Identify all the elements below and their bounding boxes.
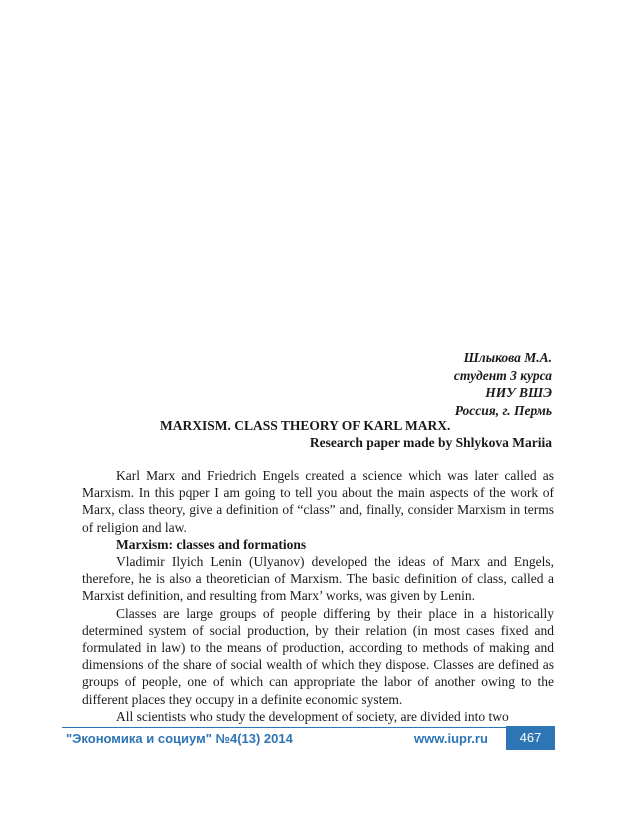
paragraph-intro: Karl Marx and Friedrich Engels created a science which was later called as Marxism. In this pqper I am going to tell you about the main aspects of the work of Marx, class theory, give a definition of “class” and, finally, consider Marxism in terms of religion and law. <box>82 468 554 535</box>
footer-website-link[interactable]: www.iupr.ru <box>414 731 488 746</box>
footer-journal-name: "Экономика и социум" №4(13) 2014 <box>66 731 293 746</box>
author-university: НИУ ВШЭ <box>485 385 552 400</box>
paragraph-lenin: Vladimir Ilyich Lenin (Ulyanov) developed the ideas of Marx and Engels, therefore, he is also a theoretician of Marxism. The basic definition of class, called a Marxist definition, and resulting from Marx’ works, was given by Lenin. <box>82 554 554 604</box>
article-title: MARXISM. CLASS THEORY OF KARL MARX. <box>160 418 451 433</box>
author-name: Шлыкова М.А. <box>463 350 552 365</box>
paragraph-classes: Classes are large groups of people differing by their place in a historically determined system of social production, by their relation (in most cases fixed and formulated in law) to the means of production, according to methods of making and dimensions of the share of social wealth of which they dispose. Classes are defined as groups of people, one of which can appropriate the labor of another owing to the different places they occupy in a definite economic system. <box>82 605 554 707</box>
article-subtitle: Research paper made by Shlykova Mariia <box>309 435 552 450</box>
footer-divider <box>62 727 554 728</box>
page-number-badge: 467 <box>506 726 555 750</box>
author-block <box>454 349 552 419</box>
author-location: Россия, г. Пермь <box>454 402 552 418</box>
section-heading: Marxism: classes and formations <box>116 536 307 552</box>
author-status: студент 3 курса <box>453 367 552 383</box>
paragraph-scientists: All scientists who study the development of society, are divided into two <box>116 708 509 724</box>
article-body <box>82 467 554 725</box>
